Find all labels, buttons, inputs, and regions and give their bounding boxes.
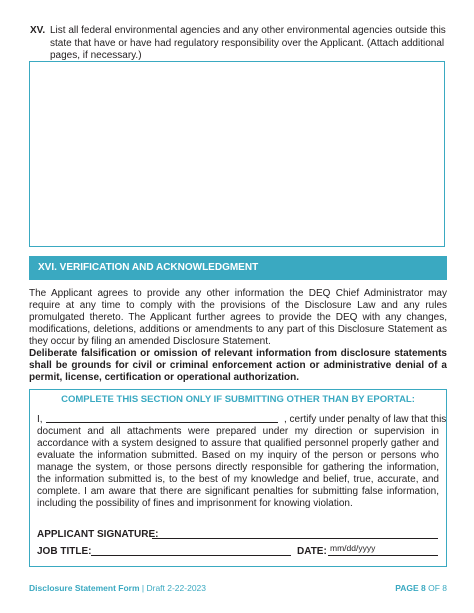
footer-form-name: Disclosure Statement Form [29, 583, 140, 593]
signature-label: APPLICANT SIGNATURE: [37, 529, 159, 540]
job-title-label: JOB TITLE: [37, 546, 92, 557]
certification-prefix: I, [37, 414, 43, 425]
footer-page-number [395, 583, 447, 593]
certification-body: document and all attachments were prepared under my direction or supervision in accordance with a system designed to assure that qualified personnel properly gather and evaluate the information submitted. Based on my inquiry of the person or persons who manage the system, or those persons directly responsible for gathering the information, the information submitted is, to the best of my knowledge and belief, true, accurate, and complete. I am aware that there are significant penalties for submitting false information, including the possibility of fines and imprisonment for knowing violation. [37, 426, 439, 509]
question-text: List all federal environmental agencies and any other environmental agencies outside this state that have or have had regulatory responsibility over the Applicant. (Attach additional pages, if necessary.) [50, 25, 446, 61]
footer-form-info [29, 583, 206, 593]
certifier-name-field[interactable] [46, 422, 278, 423]
date-label: DATE: [297, 546, 327, 557]
footer-draft: Draft 2-22-2023 [146, 583, 207, 593]
certification-suffix: , certify under penalty of law that this [284, 414, 447, 425]
agencies-answer-box[interactable] [29, 61, 445, 247]
section-title: XVI. VERIFICATION AND ACKNOWLEDGMENT [38, 262, 259, 273]
verification-paragraph: The Applicant agrees to provide any other information the DEQ Chief Administrator may require at any time to comply with the provisions of the Disclosure Law and any rules promulgated thereto. The Applicant further agrees to provide the DEQ with any changes, modifications, deletions, additions or amendments to any part of this Disclosure Statement as they occur by filing an amended Disclosure Statement. [29, 288, 447, 347]
certification-title: COMPLETE THIS SECTION ONLY IF SUBMITTING OTHER THAN BY EPORTAL: [61, 394, 415, 405]
footer-page-of: OF 8 [425, 583, 447, 593]
falsification-warning: Deliberate falsification or omission of relevant information from disclosure statements shall be grounds for civil or criminal enforcement action or administrative denial of a permit, license, certification or operational authorization. [29, 348, 447, 383]
job-title-field[interactable] [91, 555, 291, 556]
date-placeholder: mm/dd/yyyy [330, 543, 376, 553]
date-field[interactable] [328, 555, 438, 556]
question-number: XV. [30, 25, 46, 36]
footer-separator: | [139, 583, 147, 593]
footer-page-label: PAGE 8 [395, 583, 426, 593]
signature-field[interactable] [152, 538, 438, 539]
